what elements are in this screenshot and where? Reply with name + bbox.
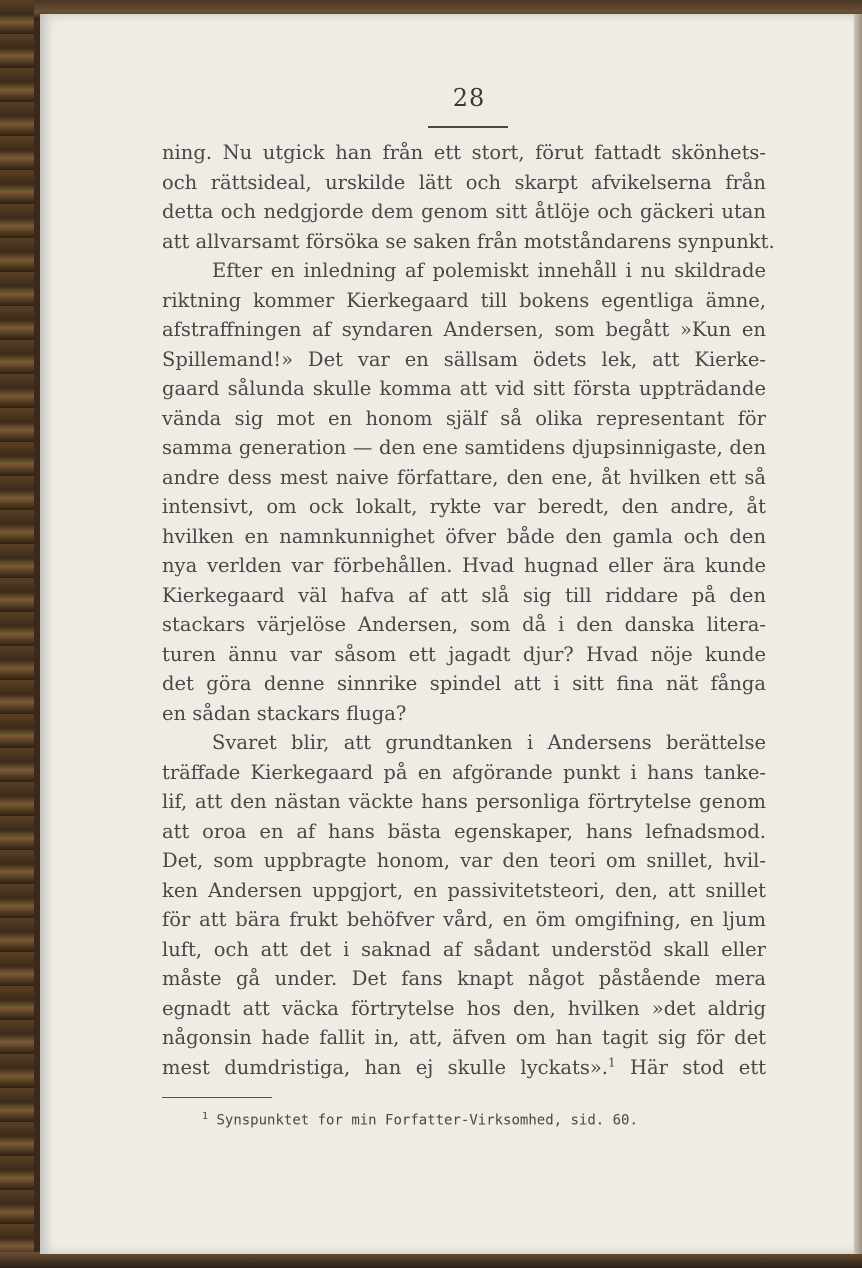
text-line: träffade Kierkegaard på en afgörande punkt i hans tanke- [162,760,766,784]
text-line: nya verlden var förbehållen. Hvad hugnad eller ära kunde [162,554,766,577]
text-line: en sådan stackars fluga? [162,701,407,725]
text-line: för att bära frukt behöfver vård, en öm omgifning, en ljum [162,908,766,931]
text-line: turen ännu var såsom ett jagadt djur? Hvad nöje kunde [162,642,766,666]
footnote-marker: 1 [202,1111,209,1122]
page-number: 28 [452,84,486,112]
text-line: afstraffningen af syndaren Andersen, som begått »Kun en [162,318,766,341]
text-line: ning. Nu utgick han från ett stort, förut fattadt skönhets- [162,141,766,164]
text-line: egnadt att väcka förtrytelse hos den, hvilken »det aldrig [162,996,766,1020]
text-line: stackars värjelöse Andersen, som då i den danska litera- [162,613,766,636]
footnote-rule [162,1097,272,1098]
text-line: det göra denne sinnrike spindel att i sitt fina nät fånga [162,672,766,695]
text-line: hvilken en namnkunnighet öfver både den gamla och den [162,524,766,548]
footnote-reference: 1 [608,1055,616,1069]
text-line: lif, att den nästan väckte hans personliga förtrytelse genom [162,790,766,813]
page-number-rule [428,126,508,128]
footnote-text: Synspunktet for min Forfatter-Virksomhed, sid. 60. [216,1112,638,1129]
text-line: riktning kommer Kierkegaard till bokens egentliga ämne, [162,288,766,312]
text-segment: mest dumdristiga, han ej skulle lyckats». [162,1055,609,1079]
footnote [202,1111,762,1129]
text-line: ken Andersen uppgjort, en passivitetsteori, den, att snillet [162,878,766,902]
text-line: detta och nedgjorde dem genom sitt åtlöje och gäckeri utan [162,200,766,223]
body-text [162,138,775,1082]
text-segment: Här stod ett [615,1055,767,1079]
text-line: måste gå under. Det fans knapt något påstående mera [162,967,766,990]
text-line: Det, som uppbragte honom, var den teori om snillet, hvil- [162,849,766,872]
text-line-with-footnote-ref [162,1053,766,1083]
book-binding-bottom [0,1252,862,1268]
text-line: och rättsideal, urskilde lätt och skarpt afvikelserna från [162,170,766,194]
text-line: intensivt, om ock lokalt, rykte var beredt, den andre, åt [162,495,766,518]
text-line: att allvarsamt försöka se saken från motståndarens synpunkt. [162,229,775,253]
text-line: Kierkegaard väl hafva af att slå sig till riddare på den [162,583,766,607]
text-line: att oroa en af hans bästa egenskaper, hans lefnadsmod. [162,819,766,843]
text-line: vända sig mot en honom själf så olika representant för [162,406,766,430]
text-line: Spillemand!» Det var en sällsam ödets lek, att Kierke- [162,347,766,371]
text-line: luft, och att det i saknad af sådant understöd skall eller [162,937,766,961]
book-binding-left [0,0,34,1268]
text-line: gaard sålunda skulle komma att vid sitt första uppträdande [162,377,766,400]
text-line: samma generation — den ene samtidens djupsinnigaste, den [162,436,766,459]
text-line: någonsin hade fallit in, att, äfven om han tagit sig för det [162,1026,766,1049]
text-line: Efter en inledning af polemiskt innehåll i nu skildrade [212,259,766,282]
text-line: andre dess mest naive författare, den ene, åt hvilken ett så [162,465,766,489]
text-line: Svaret blir, att grundtanken i Andersens berättelse [212,731,766,754]
